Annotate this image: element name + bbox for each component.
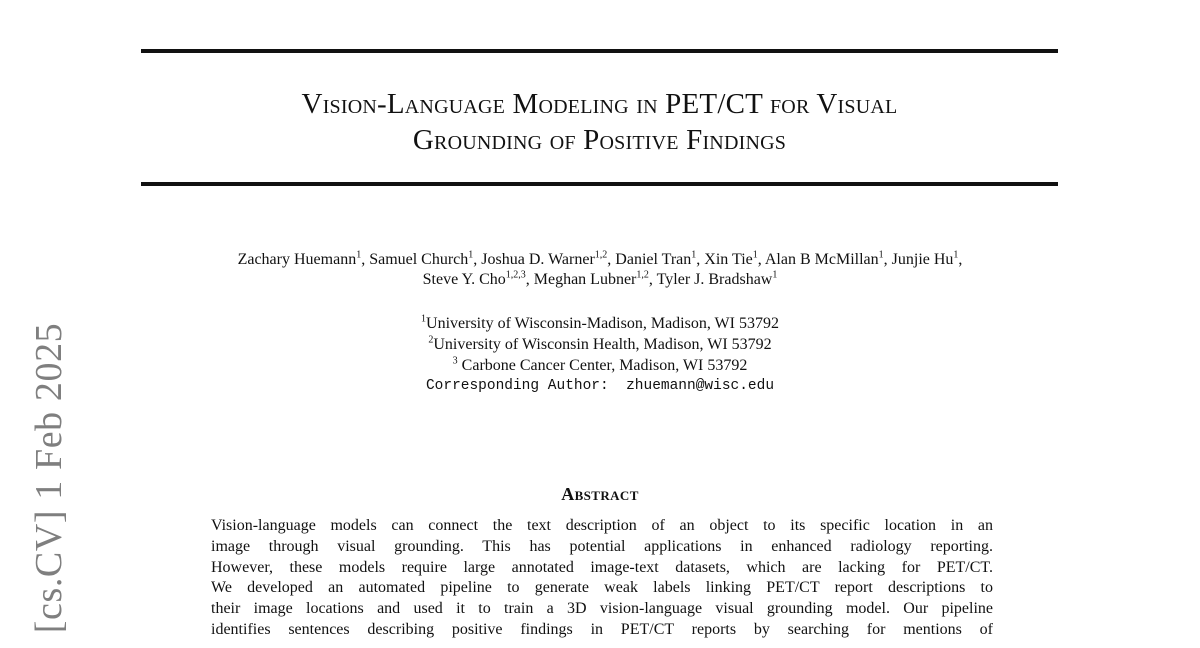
corresponding-author: Corresponding Author: zhuemann@wisc.edu: [425, 378, 775, 394]
author-separator: ,: [525, 271, 534, 288]
affiliation-text: University of Wisconsin-Madison, Madison, WI 53792: [426, 315, 779, 332]
abstract-line: However, these models require large annotated image-text datasets, which are lacking for PET/CT.: [211, 558, 993, 576]
abstract-line: identifies sentences describing positive findings in PET/CT reports by searching for mentions of: [211, 620, 993, 638]
author-separator: ,: [958, 251, 963, 268]
author-affiliation-mark: 1: [356, 249, 362, 261]
author-affiliation-mark: 1: [953, 249, 959, 261]
author-separator: ,: [648, 271, 657, 288]
author-name: Samuel Church: [369, 251, 469, 268]
author-separator: ,: [883, 251, 892, 268]
bottom-rule: [141, 182, 1058, 186]
author-separator: ,: [607, 251, 616, 268]
author-affiliation-mark: 1,2: [594, 249, 608, 261]
affiliation-text: University of Wisconsin Health, Madison, WI 53792: [433, 336, 772, 353]
paper-title: [141, 86, 1058, 158]
author-affiliation-mark: 1: [691, 249, 697, 261]
author-affiliation-mark: 1,2,3: [505, 269, 526, 281]
author-name: Alan B McMillan: [764, 251, 879, 268]
author-separator: ,: [361, 251, 370, 268]
title-line-1: Vision-Language Modeling in PET/CT for Visual: [301, 88, 898, 120]
author-affiliation-mark: 1: [752, 249, 758, 261]
abstract-heading: Abstract: [561, 484, 639, 504]
author-affiliation-mark: 1,2: [636, 269, 649, 281]
author-list: [120, 250, 1080, 290]
affiliation-item: [300, 313, 900, 334]
author-line-1: [120, 250, 1080, 270]
affiliations: [300, 313, 900, 397]
abstract-line: Vision-language models can connect the text description of an object to its specific location in an: [211, 517, 993, 534]
author-affiliation-mark: 1: [772, 269, 778, 281]
top-rule: [141, 49, 1058, 53]
affiliation-item: [300, 334, 900, 355]
author-name: Steve Y. Cho: [422, 271, 506, 288]
author-name: Meghan Lubner: [533, 271, 637, 288]
author-affiliation-mark: 1: [468, 249, 474, 261]
abstract-line: their image locations and used it to train a 3D vision-language visual grounding model. Our pipeline: [211, 600, 993, 618]
author-name: Tyler J. Bradshaw: [656, 271, 773, 288]
abstract-text: [211, 516, 993, 641]
affiliation-mark: 1: [421, 313, 427, 325]
author-name: Joshua D. Warner: [481, 251, 595, 268]
author-name: Daniel Tran: [615, 251, 692, 268]
affiliation-mark: 3: [452, 355, 458, 367]
abstract-line: image through visual grounding. This has potential applications in enhanced radiology reporting.: [211, 537, 993, 555]
author-separator: ,: [473, 251, 482, 268]
author-separator: ,: [696, 251, 705, 268]
title-line-2: Grounding of Positive Findings: [412, 124, 787, 156]
author-name: Zachary Huemann: [237, 251, 357, 268]
arxiv-stamp-text: [cs.CV] 1 Feb 2025: [28, 322, 70, 634]
author-affiliation-mark: 1: [878, 249, 884, 261]
affiliation-item: [300, 355, 900, 376]
author-name: Junjie Hu: [891, 251, 954, 268]
affiliation-mark: 2: [428, 334, 434, 346]
affiliation-list: [300, 313, 900, 376]
abstract-line: We developed an automated pipeline to generate weak labels linking PET/CT report descriptions to: [211, 579, 993, 597]
affiliation-text: Carbone Cancer Center, Madison, WI 53792: [457, 357, 748, 374]
author-line-2: [120, 270, 1080, 290]
author-separator: ,: [757, 251, 765, 268]
author-name: Xin Tie: [704, 251, 753, 268]
